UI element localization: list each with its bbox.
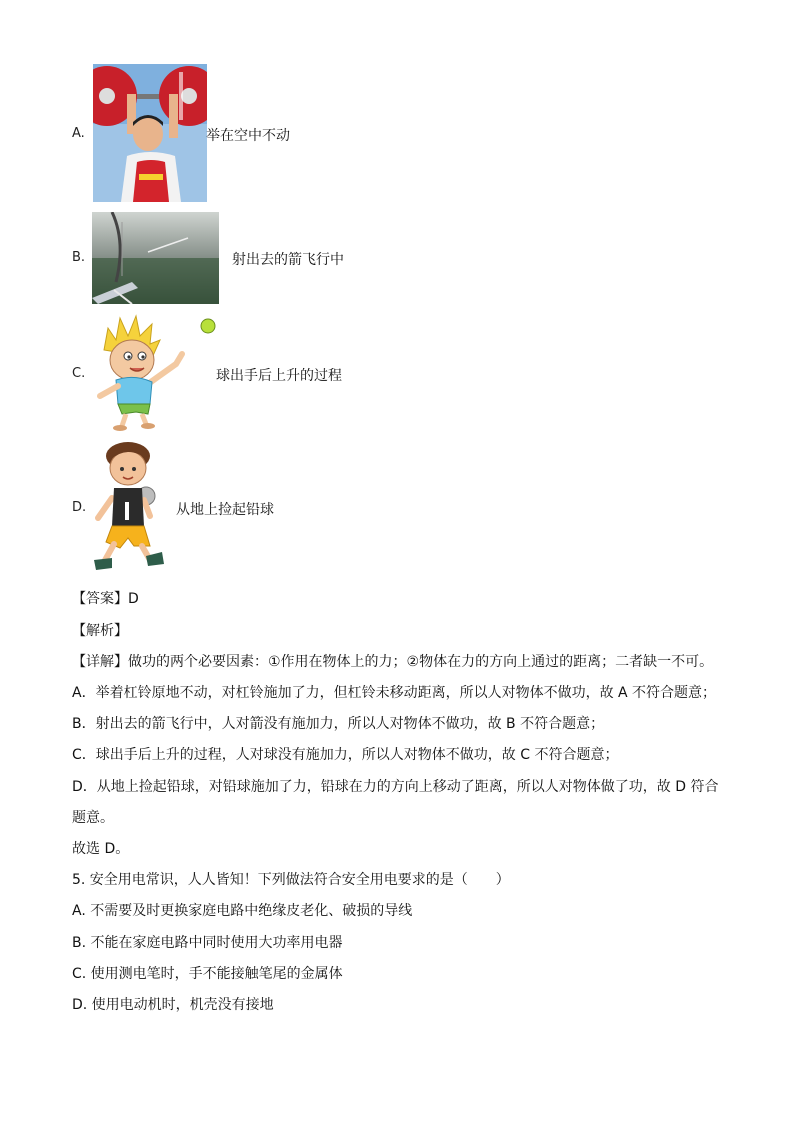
boy-throwing-ball-illustration xyxy=(90,314,218,432)
option-d-caption: 从地上捡起铅球 xyxy=(176,502,274,518)
option-c-caption: 球出手后上升的过程 xyxy=(216,368,342,384)
option-d-letter: D. xyxy=(72,500,87,515)
boy-shot-put-illustration xyxy=(90,442,170,574)
detail-line-4: C．球出手后上升的过程，人对球没有施加力，所以人对物体不做功，故 C 不符合题意； xyxy=(72,747,619,763)
detail-line-3: B．射出去的箭飞行中，人对箭没有施加力，所以人对物体不做功，故 B 不符合题意； xyxy=(72,716,605,732)
answer-line: 【答案】D xyxy=(72,591,139,607)
option-c-letter: C. xyxy=(72,366,86,381)
option-b-caption: 射出去的箭飞行中 xyxy=(232,252,344,268)
option-a-letter: A. xyxy=(72,126,85,141)
question-5-option-c: C. 使用测电笔时，手不能接触笔尾的金属体 xyxy=(72,966,343,982)
option-b-letter: B. xyxy=(72,250,86,265)
detail-line-1: 【详解】做功的两个必要因素：①作用在物体上的力；②物体在力的方向上通过的距离；二者缺一不可。 xyxy=(72,654,714,670)
question-5-option-a: A. 不需要及时更换家庭电路中绝缘皮老化、破损的导线 xyxy=(72,903,413,919)
option-a-caption: 举在空中不动 xyxy=(206,128,290,144)
weightlifter-photo xyxy=(93,64,207,202)
analysis-title: 【解析】 xyxy=(72,623,128,639)
detail-line-7: 故选 D。 xyxy=(72,841,130,857)
question-5-stem: 5. 安全用电常识，人人皆知！下列做法符合安全用电要求的是（ ） xyxy=(72,872,510,888)
detail-line-6: 题意。 xyxy=(72,810,114,826)
question-5-option-d: D. 使用电动机时，机壳没有接地 xyxy=(72,997,274,1013)
arrow-flight-photo xyxy=(92,212,219,304)
detail-line-5: D．从地上捡起铅球，对铅球施加了力，铅球在力的方向上移动了距离，所以人对物体做了功，故 D 符合 xyxy=(72,779,719,795)
detail-line-2: A．举着杠铃原地不动，对杠铃施加了力，但杠铃未移动距离，所以人对物体不做功，故 A 不符合题意； xyxy=(72,685,717,701)
question-5-option-b: B. 不能在家庭电路中同时使用大功率用电器 xyxy=(72,935,343,951)
